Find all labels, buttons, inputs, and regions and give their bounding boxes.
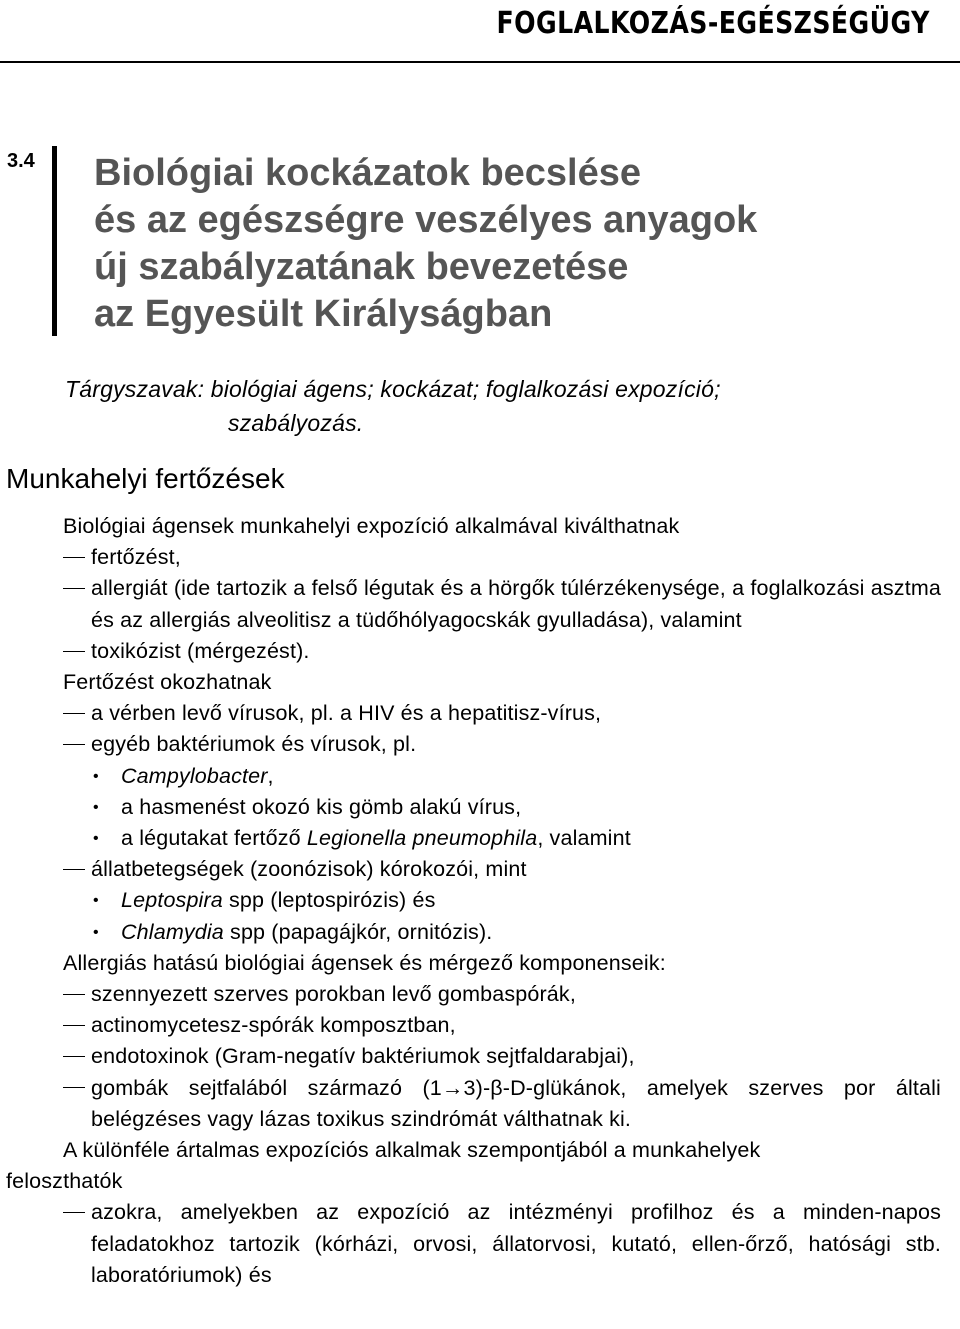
list-item-text — [121, 917, 941, 948]
list-item — [63, 729, 941, 760]
list-item-text: szennyezett szerves porokban levő gombaspórák, — [91, 982, 576, 1007]
list-item-text — [121, 885, 941, 916]
bullet-icon: • — [93, 798, 99, 816]
list-item — [63, 542, 941, 573]
bullet-icon: • — [93, 923, 99, 941]
list-item-text: gombák sejtfalából származó (1→3)-β-D-glükánok, amelyek szerves por általi belégzéses vagy lázas toxikus szindrómát válthatnak ki. — [91, 1075, 941, 1131]
list-item-text: egyéb baktériumok és vírusok, pl. — [91, 732, 417, 757]
text-fragment: a légutakat fertőző — [121, 826, 307, 851]
text-fragment: , valamint — [537, 826, 631, 851]
list-item — [63, 979, 941, 1010]
keywords-line: szabályozás. — [228, 410, 364, 436]
dash-icon — [63, 1197, 91, 1291]
section-title — [94, 150, 757, 338]
subsection-heading: Munkahelyi fertőzések — [6, 463, 285, 494]
text-fragment: spp (leptospirózis) és — [222, 888, 436, 913]
species-name: Chlamydia — [121, 919, 224, 944]
section-number: 3.4 — [7, 150, 35, 172]
list-item — [63, 1041, 941, 1072]
dash-icon — [63, 1073, 91, 1135]
bullet-icon: • — [93, 892, 99, 910]
list-item — [63, 698, 941, 729]
species-name: Leptospira — [121, 888, 223, 913]
dash-icon — [63, 698, 91, 729]
list-item — [63, 636, 941, 667]
species-name: Campylobacter — [121, 763, 268, 788]
list-item — [63, 1073, 941, 1135]
header-divider — [0, 61, 960, 63]
list-item — [63, 854, 941, 885]
text-fragment: A különféle ártalmas expozíciós alkalmak szempontjából a munkahelyek — [63, 1138, 761, 1163]
paragraph: Biológiai ágensek munkahelyi expozíció alkalmával kiválthatnak — [63, 514, 680, 538]
list-item-text — [121, 823, 941, 854]
list-item-text: endotoxinok (Gram-negatív baktériumok sejtfaldarabjai), — [91, 1044, 635, 1069]
list-item-text: toxikózist (mérgezést). — [91, 638, 310, 663]
list-item — [63, 573, 941, 635]
list-item-text: a hasmenést okozó kis gömb alakú vírus, — [121, 794, 522, 819]
list-item-text: a vérben levő vírusok, pl. a HIV és a hepatitisz-vírus, — [91, 701, 602, 726]
sub-list-item — [63, 823, 941, 854]
dash-icon — [63, 573, 91, 635]
paragraph: Allergiás hatású biológiai ágensek és mérgező komponenseik: — [63, 950, 666, 975]
body-text — [6, 511, 941, 1291]
sub-list-item — [63, 792, 941, 823]
dash-icon — [63, 979, 91, 1010]
list-item-text: actinomycetesz-spórák komposztban, — [91, 1013, 456, 1038]
list-item-text: allergiát (ide tartozik a felső légutak és a hörgők túlérzékenysége, a foglalkozási asztma és az allergiás alveolitisz a tüdőhólyagocskák gyulladása), valamint — [91, 576, 941, 632]
paragraph: Fertőzést okozhatnak — [63, 670, 272, 695]
bullet-icon: • — [93, 830, 99, 848]
list-item — [63, 1010, 941, 1041]
text-fragment: spp (papagájkór, ornitózis). — [223, 919, 493, 944]
sub-list-item — [63, 885, 941, 916]
dash-icon — [63, 729, 91, 760]
paragraph: feloszthatók — [6, 1169, 123, 1194]
title-line: és az egészségre veszélyes anyagok — [94, 199, 758, 241]
sub-list-item — [63, 761, 941, 792]
dash-icon — [63, 542, 91, 573]
dash-icon — [63, 854, 91, 885]
keywords-line: Tárgyszavak: biológiai ágens; kockázat; foglalkozási expozíció; — [65, 376, 721, 402]
title-line: Biológiai kockázatok becslése — [94, 152, 642, 194]
dash-icon — [63, 1010, 91, 1041]
running-header: FOGLALKOZÁS-EGÉSZSÉGÜGY — [496, 6, 930, 41]
bullet-icon: • — [93, 767, 99, 785]
list-item-text: fertőzést, — [91, 545, 181, 570]
dash-icon — [63, 1041, 91, 1072]
sub-list-item — [63, 917, 941, 948]
list-item-text: azokra, amelyekben az expozíció az intézményi profilhoz és a minden-napos feladatokhoz tartozik (kórházi, orvosi, állatorvosi, kutató, ellen-őrző, hatósági stb. laboratóriumok) és — [91, 1200, 941, 1287]
title-line: új szabályzatának bevezetése — [94, 246, 629, 288]
title-line: az Egyesült Királyságban — [94, 293, 553, 335]
list-item-text — [121, 761, 941, 792]
text-fragment: , — [267, 763, 274, 788]
keywords — [65, 372, 935, 440]
list-item-text: állatbetegségek (zoonózisok) kórokozói, mint — [91, 857, 527, 882]
dash-icon — [63, 636, 91, 667]
list-item — [63, 1197, 941, 1291]
title-accent-bar — [52, 146, 57, 336]
species-name: Legionella pneumophila — [306, 826, 538, 851]
paragraph — [63, 1135, 941, 1166]
